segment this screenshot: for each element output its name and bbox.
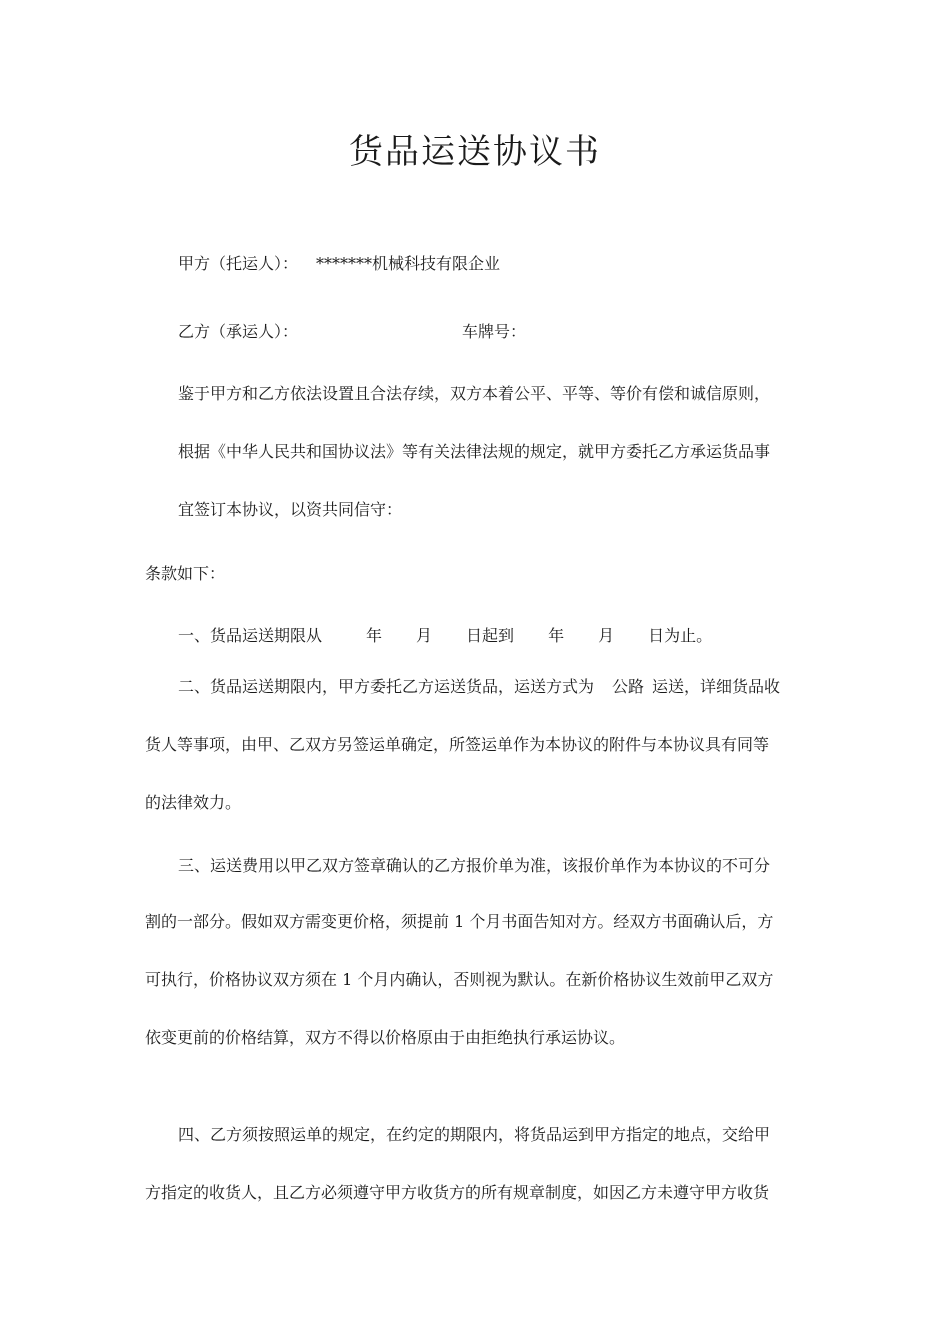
party-a-label: 甲方（托运人）： [178,254,299,273]
clause-1-part: 日为止。 [648,626,713,645]
clause-1-year: 年 [366,626,383,645]
clause-3-line: 割的一部分。假如双方需变更价格，须提前 1 个月书面告知对方。经双方书面确认后，方 [145,912,774,931]
clause-3-line: 依变更前的价格结算，双方不得以价格原由于由拒绝执行承运协议。 [145,1028,626,1047]
terms-heading: 条款如下： [145,564,226,583]
clause-3-line: 三、运送费用以甲乙双方签章确认的乙方报价单为准，该报价单作为本协议的不可分 [178,856,771,875]
clause-2-text: 二、货品运送期限内，甲方委托乙方运送货品，运送方式为 [178,677,595,696]
preamble-line: 根据《中华人民共和国协议法》等有关法律法规的规定，就甲方委托乙方承运货品事 [178,442,771,461]
plate-number-label: 车牌号： [462,322,527,341]
page-title: 货品运送协议书 [349,132,601,172]
party-a-line [178,253,500,275]
clause-2-line: 货人等事项，由甲、乙双方另签运单确定，所签运单作为本协议的附件与本协议具有同等 [145,735,770,754]
preamble-line: 宜签订本协议，以资共同信守： [178,500,403,519]
clause-1 [178,625,712,647]
clause-3-line: 可执行，价格协议双方须在 1 个月内确认，否则视为默认。在新价格协议生效前甲乙双方 [145,970,774,989]
party-b-label: 乙方（承运人）： [178,322,299,341]
party-a-name: *******机械科技有限企业 [316,254,501,273]
transport-mode: 公路 [612,677,645,696]
clause-4-line: 方指定的收货人，且乙方必须遵守甲方收货方的所有规章制度，如因乙方未遵守甲方收货 [145,1183,770,1202]
clause-2-line: 的法律效力。 [145,793,242,812]
clause-1-year: 年 [548,626,565,645]
clause-1-part: 一、货品运送期限从 [178,626,323,645]
preamble-line: 鉴于甲方和乙方依法设置且合法存续，双方本着公平、平等、等价有偿和诚信原则， [178,384,771,403]
clause-1-part: 日起到 [466,626,515,645]
clause-2-text: 运送，详细货品收 [652,677,781,696]
clause-1-month: 月 [416,626,433,645]
clause-2-line [178,676,780,698]
clause-1-month: 月 [598,626,615,645]
clause-4-line: 四、乙方须按照运单的规定，在约定的期限内，将货品运到甲方指定的地点，交给甲 [178,1125,771,1144]
